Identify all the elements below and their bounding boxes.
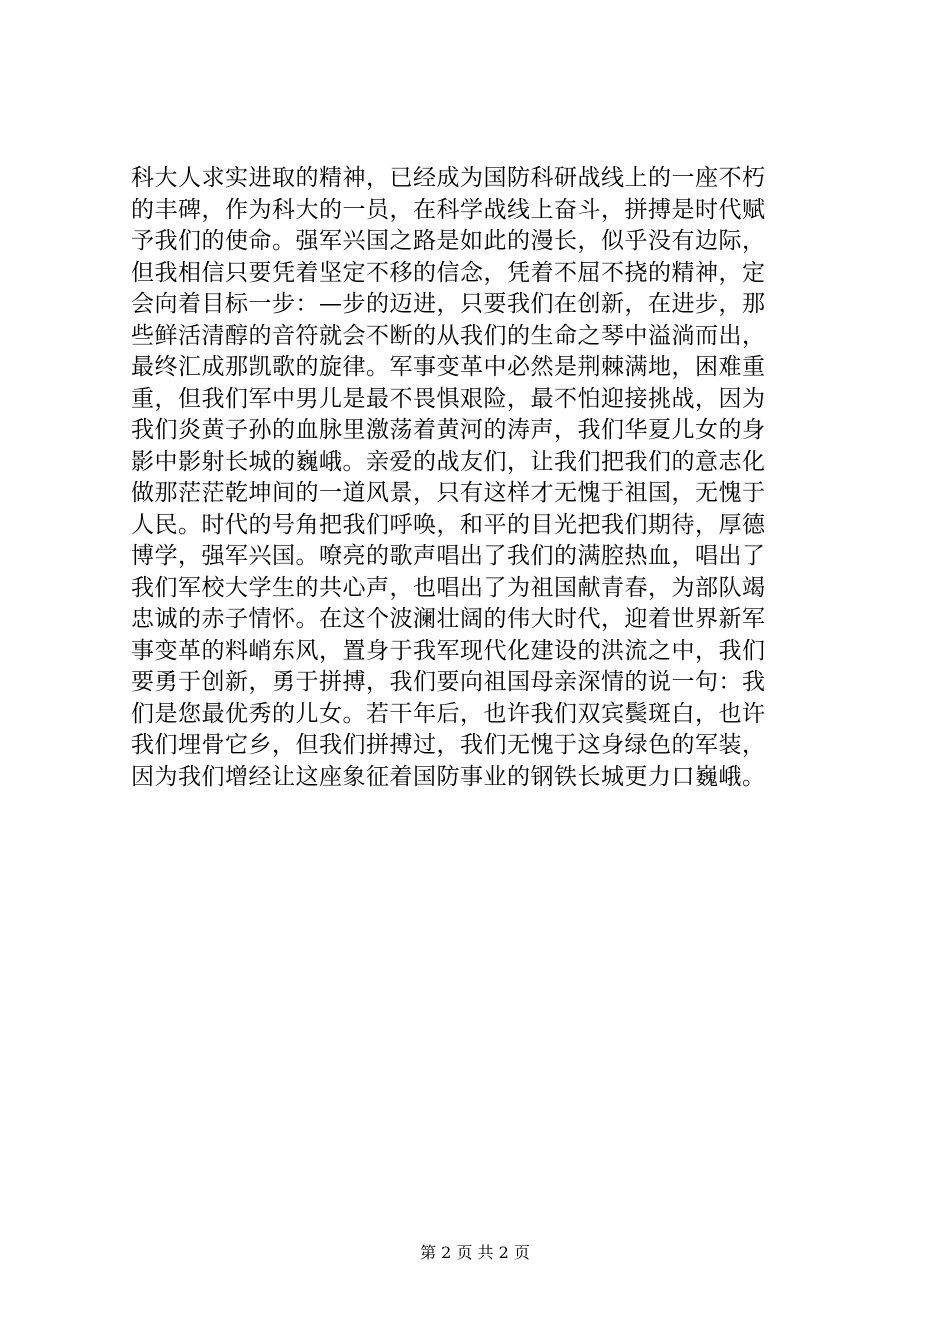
text-line: 影中影射长城的巍峨。亲爱的战友们，让我们把我们的意志化 [131, 448, 766, 475]
text-line: 博学，强军兴国。嘹亮的歌声唱出了我们的满腔热血，唱出了 [131, 543, 766, 569]
text-line: 重，但我们军中男儿是最不畏惧艰险，最不怕迎接挑战，因为 [131, 385, 766, 412]
text-line: 事变革的料峭东风，置身于我军现代化建设的洪流之中，我们 [131, 637, 766, 664]
text-line: 我们埋骨它乡，但我们拼搏过，我们无愧于这身绿色的军装， [131, 732, 766, 758]
text-line: 要勇于创新，勇于拼搏，我们要向祖国母亲深情的说一句：我 [131, 669, 766, 695]
text-line: 因为我们增经让这座象征着国防事业的钢铁长城更力口巍峨。 [131, 763, 766, 790]
text-line: 科大人求实进取的精神，已经成为国防科研战线上的一座不朽 [131, 165, 766, 191]
text-line: 做那茫茫乾坤间的一道风景，只有这样才无愧于祖国，无愧于 [131, 480, 766, 506]
text-line: 些鲜活清醇的音符就会不断的从我们的生命之琴中溢淌而出， [131, 322, 766, 349]
text-line: 忠诚的赤子情怀。在这个波澜壮阔的伟大时代，迎着世界新军 [131, 606, 766, 632]
text-line: 予我们的使命。强军兴国之路是如此的漫长，似乎没有边际， [131, 228, 766, 254]
text-line: 的丰碑，作为科大的一员，在科学战线上奋斗，拼搏是时代赋 [131, 196, 766, 223]
text-line: 我们炎黄子孙的血脉里激荡着黄河的涛声，我们华夏儿女的身 [131, 417, 766, 443]
page-footer: 第 2 页 共 2 页 [420, 1243, 530, 1262]
text-line: 人民。时代的号角把我们呼唤，和平的目光把我们期待，厚德 [131, 511, 766, 538]
text-line: 我们军校大学生的共心声，也唱出了为祖国献青春，为部队竭 [131, 574, 766, 601]
text-line: 们是您最优秀的儿女。若干年后，也许我们双宾鬓斑白，也许 [131, 700, 766, 727]
text-line: 但我相信只要凭着坚定不移的信念，凭着不屈不挠的精神，定 [131, 259, 766, 286]
text-line: 最终汇成那凯歌的旋律。军事变革中必然是荆棘满地，困难重 [131, 354, 766, 380]
text-line: 会向着目标一步：—步的迈进，只要我们在创新，在进步，那 [131, 291, 766, 317]
body-paragraph [131, 163, 821, 793]
